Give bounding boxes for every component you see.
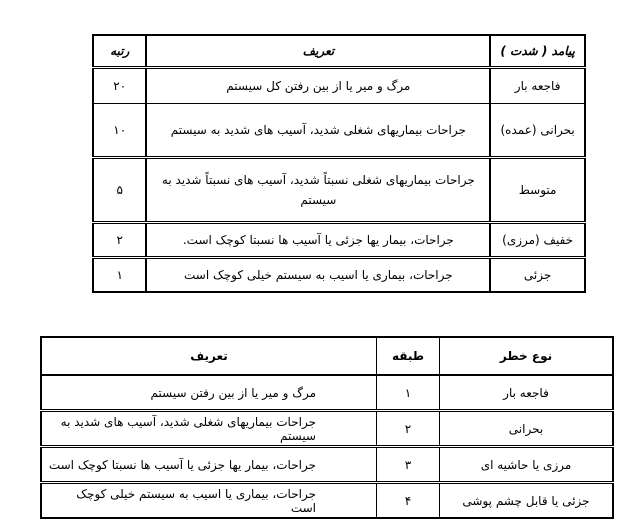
table-row — [41, 447, 613, 483]
class-cell: ۲ — [377, 411, 440, 447]
rank-cell: ۱۰ — [93, 104, 146, 158]
definition-cell: مرگ و میر یا از بین رفتن سیستم — [41, 375, 377, 411]
table-header-row — [93, 35, 585, 68]
rank-cell: ۵ — [93, 158, 146, 223]
definition-cell: جراحات، بیماری یا اسیب به سیستم خیلی کوچک است — [146, 258, 490, 293]
table-row — [41, 483, 613, 519]
severity-cell: متوسط — [490, 158, 585, 223]
header-definition: تعریف — [146, 35, 490, 68]
class-cell: ۱ — [377, 375, 440, 411]
severity-cell: فاجعه بار — [490, 68, 585, 104]
definition-cell: مرگ و میر یا از بین رفتن کل سیستم — [146, 68, 490, 104]
header-severity: پیامد ( شدت ) — [490, 35, 585, 68]
table-row — [93, 223, 585, 258]
type-cell: فاجعه بار — [440, 375, 614, 411]
rank-cell: ۲۰ — [93, 68, 146, 104]
header-class: طبقه — [377, 337, 440, 375]
severity-rank-table — [92, 34, 586, 293]
header-type: نوع خطر — [440, 337, 614, 375]
table-header-row — [41, 337, 613, 375]
definition-cell: جراحات بیماریهای شغلی شدید، آسیب های شدید به سیستم — [41, 411, 377, 447]
definition-cell: جراحات، بیمار یها جزئی یا آسیب ها نسبتا کوچک است. — [146, 223, 490, 258]
definition-cell: جراحات، بیماری یا اسیب به سیستم خیلی کوچک است — [41, 483, 377, 519]
rank-cell: ۲ — [93, 223, 146, 258]
definition-cell: جراحات بیماریهای شغلی شدید، آسیب های شدید به سیستم — [146, 104, 490, 158]
table-row — [93, 158, 585, 223]
hazard-class-table — [40, 336, 614, 519]
severity-cell: خفیف (مرزی) — [490, 223, 585, 258]
definition-cell: جراحات بیماریهای شغلی نسبتاً شدید، آسیب های نسبتاً شدید به سیستم — [146, 158, 490, 223]
type-cell: بحرانی — [440, 411, 614, 447]
table-row — [41, 375, 613, 411]
header-definition: تعریف — [41, 337, 377, 375]
rank-cell: ۱ — [93, 258, 146, 293]
severity-cell: جزئی — [490, 258, 585, 293]
table-row — [93, 68, 585, 104]
severity-cell: بحرانی (عمده) — [490, 104, 585, 158]
type-cell: مرزی یا حاشیه ای — [440, 447, 614, 483]
class-cell: ۴ — [377, 483, 440, 519]
type-cell: جزئی یا قابل چشم پوشی — [440, 483, 614, 519]
table-row — [93, 104, 585, 158]
table-row — [93, 258, 585, 293]
class-cell: ۳ — [377, 447, 440, 483]
header-rank: رتبه — [93, 35, 146, 68]
table-row — [41, 411, 613, 447]
definition-cell: جراحات، بیمار یها جزئی یا آسیب ها نسبتا کوچک است — [41, 447, 377, 483]
